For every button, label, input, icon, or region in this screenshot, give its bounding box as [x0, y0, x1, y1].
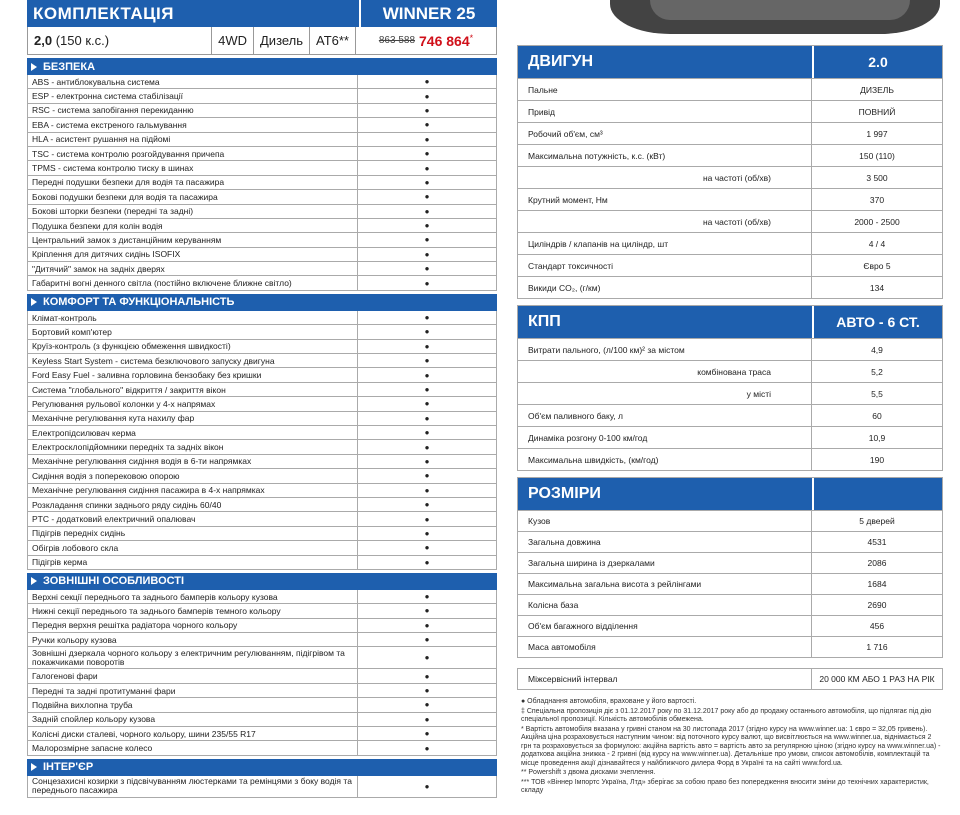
- included-dot-icon: ●: [424, 620, 430, 630]
- feature-label: Механічне регулювання кута нахилу фар: [28, 412, 358, 425]
- feature-row: [27, 512, 497, 526]
- feature-label: Бортовий комп'ютер: [28, 325, 358, 338]
- arrow-icon: [31, 63, 37, 71]
- included-dot-icon: ●: [424, 356, 430, 366]
- car-image-highlight: [650, 0, 910, 20]
- included-dot-icon: ●: [424, 592, 430, 602]
- included-dot-icon: ●: [424, 456, 430, 466]
- included-dot-icon: ●: [424, 249, 430, 259]
- feature-label: Обігрів лобового скла: [28, 541, 358, 554]
- feature-label: "Дитячий" замок на задніх дверях: [28, 262, 358, 275]
- feature-row: [27, 713, 497, 727]
- feature-row: [27, 498, 497, 512]
- included-dot-icon: ●: [424, 606, 430, 616]
- spec-row: [518, 232, 942, 254]
- spec-box: [517, 45, 943, 299]
- spec-row: [518, 531, 942, 552]
- feature-row: [27, 590, 497, 604]
- spec-value: ДИЗЕЛЬ: [860, 84, 894, 95]
- tech-specs: [517, 45, 943, 797]
- feature-row: [27, 233, 497, 247]
- spec-box: [517, 305, 943, 471]
- feature-label: Малорозмірне запасне колесо: [28, 741, 358, 754]
- included-dot-icon: ●: [424, 235, 430, 245]
- section-header: [27, 58, 497, 75]
- spec-value: 10,9: [868, 432, 886, 443]
- spec-label: Динаміка розгону 0-100 км/год: [518, 427, 812, 448]
- feature-row: [27, 368, 497, 382]
- feature-label: EBA - система екстреного гальмування: [28, 118, 358, 131]
- spec-label: Максимальна швидкість, (км/год): [518, 449, 812, 470]
- feature-row: [27, 455, 497, 469]
- spec-row: [518, 594, 942, 615]
- included-dot-icon: ●: [424, 413, 430, 423]
- price: [356, 27, 496, 54]
- spec-value: ПОВНИЙ: [858, 106, 896, 117]
- spec-box-header: [518, 478, 942, 510]
- spec-label: Привід: [518, 101, 812, 122]
- feature-label: TSC - система контролю розгойдування причепа: [28, 147, 358, 160]
- feature-label: Ford Easy Fuel - заливна горловина бензобаку без кришки: [28, 368, 358, 381]
- spec-value: 3 500: [866, 172, 888, 183]
- feature-label: Бокові подушки безпеки для водія та пасажира: [28, 190, 358, 203]
- included-dot-icon: ●: [424, 686, 430, 696]
- spec-row: [518, 100, 942, 122]
- feature-row: [27, 118, 497, 132]
- included-dot-icon: ●: [424, 428, 430, 438]
- spec-row: [518, 122, 942, 144]
- included-dot-icon: ●: [424, 528, 430, 538]
- included-dot-icon: ●: [424, 264, 430, 274]
- feature-row: [27, 190, 497, 204]
- footnotes: [517, 698, 943, 796]
- spec-box-value: [812, 478, 942, 510]
- included-dot-icon: ●: [424, 120, 430, 130]
- footnote: ‡ Спеціальна пропозиція діє з 01.12.2017 року по 31.12.2017 року або до продажу останнього автомобіля, що підлягає під дію спеціальної пропозиції. Кількість автомобілів обмежена.: [521, 707, 932, 723]
- spec-row: [518, 166, 942, 188]
- feature-row: [27, 161, 497, 175]
- feature-label: Регулювання рульової колонки у 4-х напрямах: [28, 397, 358, 410]
- feature-label: ABS - антиблокувальна система: [28, 75, 358, 88]
- spec-box-title: КПП: [528, 313, 561, 330]
- engine-spec: [28, 27, 212, 54]
- equipment-header: [27, 0, 497, 27]
- spec-label: Максимальна загальна висота з рейлінгами: [518, 574, 812, 594]
- feature-row: [27, 484, 497, 498]
- feature-row: [27, 741, 497, 755]
- feature-label: Підігрів передніх сидінь: [28, 527, 358, 540]
- included-dot-icon: ●: [424, 671, 430, 681]
- spec-value: 4,9: [871, 344, 883, 355]
- feature-row: [27, 527, 497, 541]
- feature-row: [27, 325, 497, 339]
- new-price: 746 864: [419, 32, 470, 49]
- spec-row: [518, 360, 942, 382]
- feature-label: Круїз-контроль (з функцією обмеження швидкості): [28, 340, 358, 353]
- spec-value: 370: [869, 194, 885, 205]
- feature-row: [27, 219, 497, 233]
- included-dot-icon: ●: [424, 91, 430, 101]
- included-dot-icon: ●: [424, 635, 430, 645]
- included-dot-icon: ●: [424, 206, 430, 216]
- spec-value: 150 (110): [859, 150, 895, 161]
- footnote: *** ТОВ «Віннер Імпортс Україна, Лтд» зберігає за собою право без попередження вносити зміни до технічних характеристик, складу: [521, 778, 929, 794]
- feature-label: Підігрів керма: [28, 556, 358, 569]
- included-dot-icon: ●: [424, 471, 430, 481]
- feature-label: Система "глобального" відкриття / закриття вікон: [28, 383, 358, 396]
- service-interval: [517, 668, 943, 690]
- included-dot-icon: ●: [424, 134, 430, 144]
- spec-value: Євро 5: [863, 260, 891, 271]
- included-dot-icon: ●: [424, 543, 430, 553]
- feature-label: Центральний замок з дистанційним керуванням: [28, 233, 358, 246]
- spec-row: [518, 254, 942, 276]
- spec-row: [518, 78, 942, 100]
- feature-row: [27, 75, 497, 89]
- arrow-icon: [31, 577, 37, 585]
- spec-value: 2690: [867, 600, 887, 610]
- feature-label: Нижні секції переднього та заднього бамперів темного кольору: [28, 604, 358, 617]
- feature-row: [27, 176, 497, 190]
- spec-label: Викиди CO₂, (г/км): [518, 277, 812, 298]
- spec-label: Об'єм паливного баку, л: [518, 405, 812, 426]
- feature-label: Передні та задні протитуманні фари: [28, 684, 358, 697]
- included-dot-icon: ●: [424, 221, 430, 231]
- drive-spec: 4WD: [212, 27, 254, 54]
- spec-row: [518, 404, 942, 426]
- feature-label: Зовнішні дзеркала чорного кольору з електричним регулюванням, підігрівом та покажчиками поворотів: [28, 647, 358, 668]
- spec-label: Загальна довжина: [518, 532, 812, 552]
- feature-label: Колісні диски сталеві, чорного кольору, шини 235/55 R17: [28, 727, 358, 740]
- feature-row: [27, 619, 497, 633]
- feature-row: [27, 647, 497, 669]
- feature-label: Передня верхня решітка радіатора чорного кольору: [28, 619, 358, 632]
- feature-row: [27, 727, 497, 741]
- spec-value: 2000 - 2500: [854, 216, 900, 227]
- feature-label: Сонцезахисні козирки з підсвічуванням люстерками та ремінцями з боку водія та переднього пасажира: [28, 776, 358, 797]
- spec-row: [518, 448, 942, 470]
- included-dot-icon: ●: [424, 385, 430, 394]
- feature-label: Галогенові фари: [28, 669, 358, 682]
- old-price: 863 588: [378, 35, 416, 46]
- fuel-spec: Дизель: [254, 27, 310, 54]
- feature-label: Розкладання спинки заднього ряду сидінь 60/40: [28, 498, 358, 511]
- spec-box-title: ДВИГУН: [528, 53, 594, 70]
- included-dot-icon: ●: [424, 77, 430, 87]
- spec-box-title: РОЗМІРИ: [528, 485, 601, 502]
- equipment-table: [27, 0, 497, 798]
- spec-row: [27, 27, 497, 55]
- feature-label: RSC - система запобігання перекиданню: [28, 104, 358, 117]
- included-dot-icon: ●: [424, 700, 430, 710]
- footnote: ● Обладнання автомобіля, враховане у його вартості.: [521, 698, 697, 705]
- service-interval-value: 20 000 КМ АБО 1 РАЗ НА РІК: [819, 674, 935, 684]
- feature-label: Кріплення для дитячих сидінь ISOFIX: [28, 248, 358, 261]
- feature-label: ESP - електронна система стабілізації: [28, 89, 358, 102]
- included-dot-icon: ●: [424, 192, 430, 202]
- spec-value: 456: [869, 621, 885, 631]
- feature-row: [27, 633, 497, 647]
- included-dot-icon: ●: [424, 485, 430, 495]
- spec-row: [518, 338, 942, 360]
- arrow-icon: [31, 298, 37, 306]
- spec-row: [518, 510, 942, 531]
- spec-label: у місті: [518, 383, 812, 404]
- spec-label: Робочий об'єм, см³: [518, 123, 812, 144]
- feature-row: [27, 311, 497, 325]
- spec-row: [518, 636, 942, 657]
- spec-row: [518, 210, 942, 232]
- included-dot-icon: ●: [424, 729, 430, 739]
- spec-row: [518, 144, 942, 166]
- feature-row: [27, 698, 497, 712]
- spec-row: [518, 552, 942, 573]
- price-footnote-mark: *: [469, 33, 474, 43]
- spec-row: [518, 188, 942, 210]
- included-dot-icon: ●: [424, 149, 430, 159]
- included-dot-icon: ●: [424, 313, 430, 323]
- spec-label: Витрати пального, (л/100 км)² за містом: [518, 339, 812, 360]
- spec-box-header: [518, 46, 942, 78]
- spec-label: на частоті (об/хв): [518, 167, 812, 188]
- spec-value: 5 дверей: [859, 516, 895, 526]
- included-dot-icon: ●: [424, 341, 430, 351]
- spec-value: 2086: [867, 558, 887, 568]
- equipment-title: КОМПЛЕКТАЦІЯ: [33, 3, 174, 23]
- feature-label: Ручки кольору кузова: [28, 633, 358, 646]
- feature-label: Габаритні вогні денного світла (постійно включене ближне світло): [28, 276, 358, 289]
- feature-row: [27, 556, 497, 570]
- included-dot-icon: ●: [424, 327, 430, 337]
- included-dot-icon: ●: [424, 714, 430, 724]
- included-dot-icon: ●: [424, 743, 430, 753]
- spec-label: Загальна ширина із дзеркалами: [518, 553, 812, 573]
- feature-label: Електросклопідйомники передніх та задніх вікон: [28, 440, 358, 453]
- engine-volume: 2,0: [34, 33, 53, 48]
- spec-label: Циліндрів / клапанів на циліндр, шт: [518, 233, 812, 254]
- spec-value: 4531: [867, 537, 887, 547]
- spec-boxes: [517, 45, 943, 658]
- feature-label: Механічне регулювання сидіння водія в 6-ти напрямках: [28, 455, 358, 468]
- spec-label: Маса автомобіля: [518, 637, 812, 657]
- feature-label: Передні подушки безпеки для водія та пасажира: [28, 176, 358, 189]
- included-dot-icon: ●: [424, 278, 430, 288]
- spec-label: Кузов: [518, 511, 812, 531]
- spec-box-value: 2.0: [812, 46, 942, 78]
- feature-row: [27, 340, 497, 354]
- spec-value: 5,5: [871, 388, 883, 399]
- spec-value: 1 716: [866, 642, 888, 652]
- spec-value: 60: [872, 410, 882, 421]
- feature-label: Електропідсилювач керма: [28, 426, 358, 439]
- feature-row: [27, 412, 497, 426]
- arrow-icon: [31, 763, 37, 771]
- spec-label: Колісна база: [518, 595, 812, 615]
- model-name: WINNER 25: [359, 0, 497, 27]
- section-header: [27, 759, 497, 776]
- spec-row: [518, 615, 942, 636]
- feature-row: [27, 440, 497, 454]
- spec-value: 5,2: [871, 366, 883, 377]
- included-dot-icon: ●: [424, 653, 430, 663]
- spec-label: комбінована траса: [518, 361, 812, 382]
- feature-row: [27, 133, 497, 147]
- equipment-sections: [27, 58, 497, 798]
- footnote: ** Powershift з двома дисками зчеплення.: [521, 769, 656, 776]
- included-dot-icon: ●: [424, 442, 430, 452]
- included-dot-icon: ●: [424, 781, 430, 791]
- included-dot-icon: ●: [424, 399, 430, 409]
- feature-row: [27, 89, 497, 103]
- feature-label: Верхні секції переднього та заднього бамперів кольору кузова: [28, 590, 358, 603]
- feature-row: [27, 604, 497, 618]
- feature-row: [27, 262, 497, 276]
- feature-row: [27, 541, 497, 555]
- feature-row: [27, 776, 497, 798]
- feature-row: [27, 383, 497, 397]
- feature-row: [27, 276, 497, 290]
- spec-value: 4 / 4: [868, 238, 886, 249]
- spec-value: 134: [869, 282, 885, 293]
- spec-label: Стандарт токсичності: [518, 255, 812, 276]
- included-dot-icon: ●: [424, 105, 430, 115]
- spec-box: [517, 477, 943, 658]
- feature-label: Сидіння водія з поперековою опорою: [28, 469, 358, 482]
- spec-row: [518, 573, 942, 594]
- feature-row: [27, 354, 497, 368]
- spec-value: 1 997: [866, 128, 888, 139]
- section-title: КОМФОРТ ТА ФУНКЦІОНАЛЬНІСТЬ: [43, 296, 235, 309]
- spec-label: Пальне: [518, 79, 812, 100]
- feature-label: Задній спойлер кольору кузова: [28, 713, 358, 726]
- included-dot-icon: ●: [424, 370, 430, 380]
- feature-row: [27, 669, 497, 683]
- spec-label: Об'єм багажного відділення: [518, 616, 812, 636]
- spec-row: [518, 276, 942, 298]
- feature-label: Бокові шторки безпеки (передні та задні): [28, 205, 358, 218]
- feature-label: Подушка безпеки для колін водія: [28, 219, 358, 232]
- spec-row: [518, 426, 942, 448]
- engine-power: (150 к.с.): [55, 33, 110, 48]
- feature-label: Механічне регулювання сидіння пасажира в 4-х напрямках: [28, 484, 358, 497]
- included-dot-icon: ●: [424, 500, 430, 510]
- feature-row: [27, 426, 497, 440]
- section-title: ІНТЕР'ЄР: [43, 761, 94, 774]
- feature-row: [27, 147, 497, 161]
- spec-row: [518, 382, 942, 404]
- spec-label: Крутний момент, Нм: [518, 189, 812, 210]
- section-header: [27, 294, 497, 311]
- included-dot-icon: ●: [424, 163, 430, 173]
- feature-label: Клімат-контроль: [28, 311, 358, 324]
- included-dot-icon: ●: [424, 514, 430, 524]
- spec-value: 1684: [867, 579, 887, 589]
- section-header: [27, 573, 497, 590]
- service-interval-label: Міжсервісний інтервал: [518, 669, 812, 689]
- feature-label: TPMS - система контролю тиску в шинах: [28, 161, 358, 174]
- spec-label: на частоті (об/хв): [518, 211, 812, 232]
- feature-row: [27, 104, 497, 118]
- feature-row: [27, 469, 497, 483]
- feature-label: HLA - асистент рушання на підйомі: [28, 133, 358, 146]
- spec-box-value: АВТО - 6 СТ.: [812, 306, 942, 338]
- feature-label: Keyless Start System - система безключового запуску двигуна: [28, 354, 358, 367]
- feature-row: [27, 684, 497, 698]
- feature-row: [27, 248, 497, 262]
- feature-row: [27, 397, 497, 411]
- included-dot-icon: ●: [424, 177, 430, 187]
- spec-value: 190: [869, 454, 885, 465]
- feature-row: [27, 205, 497, 219]
- feature-label: Подвійна вихлопна труба: [28, 698, 358, 711]
- spec-box-header: [518, 306, 942, 338]
- feature-label: PTC - додатковий електричний опалювач: [28, 512, 358, 525]
- spec-label: Максимальна потужність, к.с. (кВт): [518, 145, 812, 166]
- section-title: ЗОВНІШНІ ОСОБЛИВОСТІ: [43, 575, 185, 588]
- included-dot-icon: ●: [424, 557, 430, 567]
- section-title: БЕЗПЕКА: [43, 60, 96, 73]
- footnote: * Вартість автомобіля вказана у гривні станом на 30 листопада 2017 (згідно курсу на www.winner.ua: 1 євро = 32,05 гривень). Акційна ціна розраховується наступним чином: від поточного курсу валют, що висвітлюється на www.winner.ua, віднімається 2 грн та розраховується за формулою: акційна вартість авто = вартість авто за регулярною ціною (згідно курсу на www.winner.ua) - додаткова акційна знижка - 2 гривні (від курсу на www.winner.ua). Детальніше про умови, список автомобілів, комплектацій та місце проведення акції дізнавайтеся у найближчого дилера Форд в Україні та на сайті www.ford.ua.: [521, 725, 941, 767]
- gear-spec: АТ6**: [310, 27, 356, 54]
